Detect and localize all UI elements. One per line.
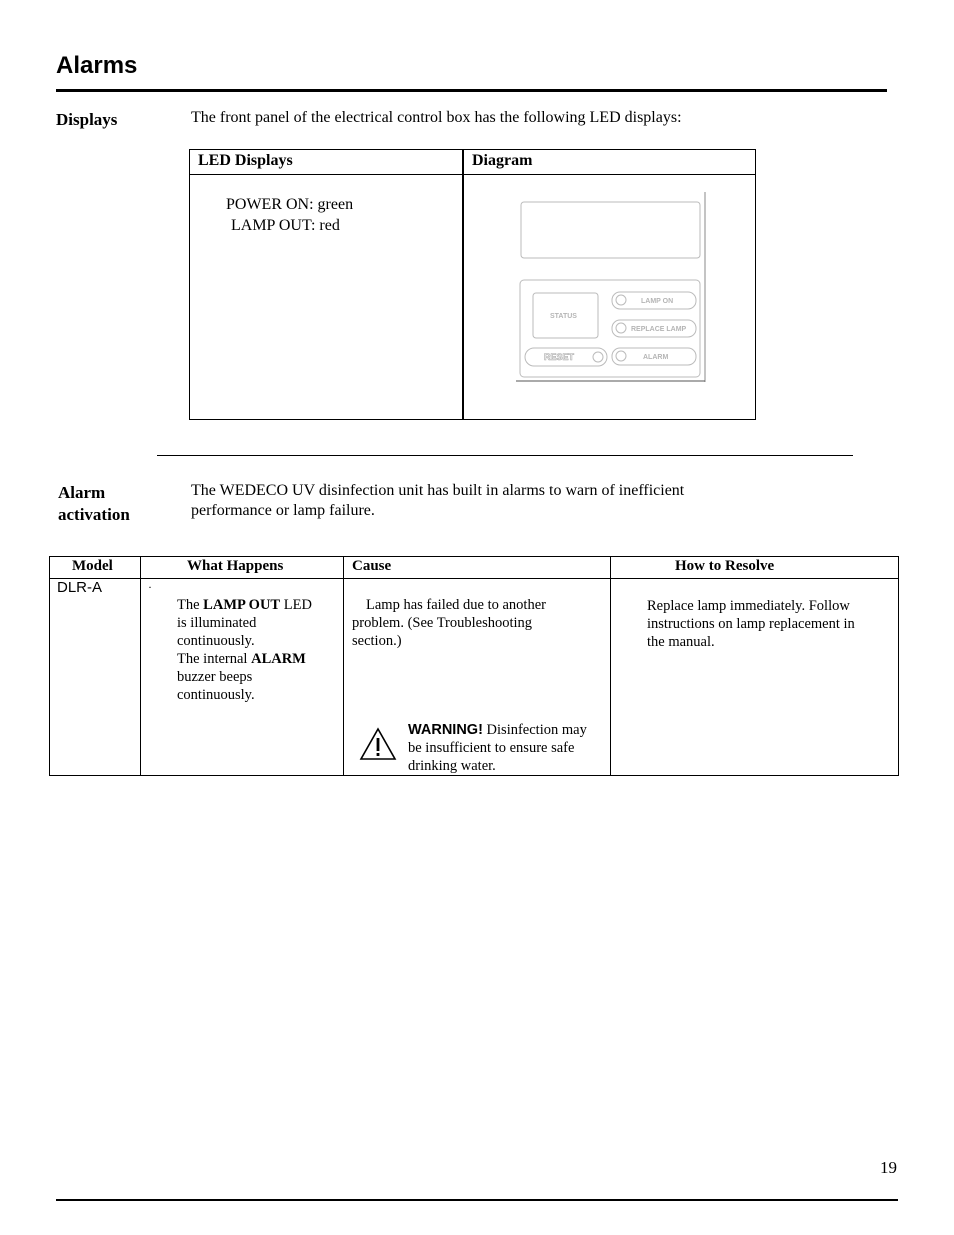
resolve-line-1: Replace lamp immediately. Follow	[647, 598, 850, 614]
what-happens-text	[177, 596, 312, 704]
alarm-activation-heading-line2: activation	[58, 505, 130, 524]
warning-line-3: drinking water.	[408, 758, 496, 774]
what-line-4	[177, 650, 312, 668]
section-divider	[157, 455, 853, 456]
alarm-table-divider-1	[140, 557, 141, 775]
what-line-6: continuously.	[177, 687, 255, 703]
alarm-activation-intro	[191, 481, 684, 521]
cause-line-1: Lamp has failed due to another	[366, 597, 546, 613]
alarm-intro-line2: performance or lamp failure.	[191, 502, 375, 519]
page-number: 19	[880, 1158, 897, 1177]
header-model: Model	[72, 558, 113, 574]
warning-label: WARNING!	[408, 722, 483, 738]
resolve-text	[647, 597, 855, 651]
alarm-emphasis: ALARM	[251, 651, 306, 667]
warning-text	[408, 721, 587, 775]
header-what-happens: What Happens	[187, 558, 284, 574]
diagram-alarm-label: ALARM	[643, 354, 669, 361]
what-line-1c: LED	[280, 597, 312, 613]
alarm-intro-line1: The WEDECO UV disinfection unit has built in alarms to warn of inefficient	[191, 482, 685, 499]
warning-line-1-rest: Disinfection may	[482, 722, 587, 738]
resolve-line-2: instructions on lamp replacement in	[647, 616, 855, 632]
alarm-table-divider-2	[343, 557, 344, 775]
footer-divider	[56, 1199, 898, 1201]
title-divider	[56, 89, 887, 92]
displays-intro: The front panel of the electrical control box has the following LED displays:	[191, 109, 682, 126]
led-table-header-diagram: Diagram	[472, 152, 533, 169]
displays-heading: Displays	[56, 110, 118, 129]
diagram-reset-label: RESET	[544, 352, 575, 362]
led-power-on: POWER ON: green	[226, 196, 354, 213]
led-lamp-out: LAMP OUT: red	[231, 217, 340, 234]
what-line-5: buzzer beeps	[177, 669, 253, 685]
warning-line-2: be insufficient to ensure safe	[408, 740, 575, 756]
alarm-table	[49, 556, 899, 776]
alarm-activation-heading-line1: Alarm	[58, 483, 106, 502]
led-displays-table	[189, 149, 756, 420]
lamp-out-emphasis: LAMP OUT	[203, 597, 281, 613]
what-line-2: is illuminated	[177, 615, 257, 631]
model-cell: DLR-A	[57, 579, 103, 596]
diagram-lamp-on-label: LAMP ON	[641, 298, 674, 305]
led-table-column-divider	[462, 150, 464, 419]
led-table-header-led: LED Displays	[198, 152, 293, 169]
header-cause: Cause	[352, 558, 392, 574]
diagram-replace-lamp-label: REPLACE LAMP	[631, 326, 687, 333]
page-title: Alarms	[56, 52, 138, 79]
cause-text	[352, 596, 546, 650]
warning-line-1	[408, 721, 587, 739]
bullet-mark: ·	[148, 580, 152, 594]
cause-line-2: problem. (See Troubleshooting	[352, 615, 533, 631]
what-line-3: continuously.	[177, 633, 255, 649]
alarm-table-divider-3	[610, 557, 611, 775]
cause-line-3: section.)	[352, 633, 402, 649]
what-line-1a: The	[177, 597, 204, 613]
resolve-line-3: the manual.	[647, 634, 715, 650]
warning-triangle-icon	[359, 727, 397, 761]
control-panel-diagram	[516, 190, 708, 384]
what-line-4a: The internal	[177, 651, 252, 667]
alarm-activation-heading	[58, 482, 130, 526]
diagram-status-label: STATUS	[550, 313, 577, 320]
what-line-1	[177, 596, 312, 614]
header-how-to-resolve: How to Resolve	[675, 558, 775, 574]
